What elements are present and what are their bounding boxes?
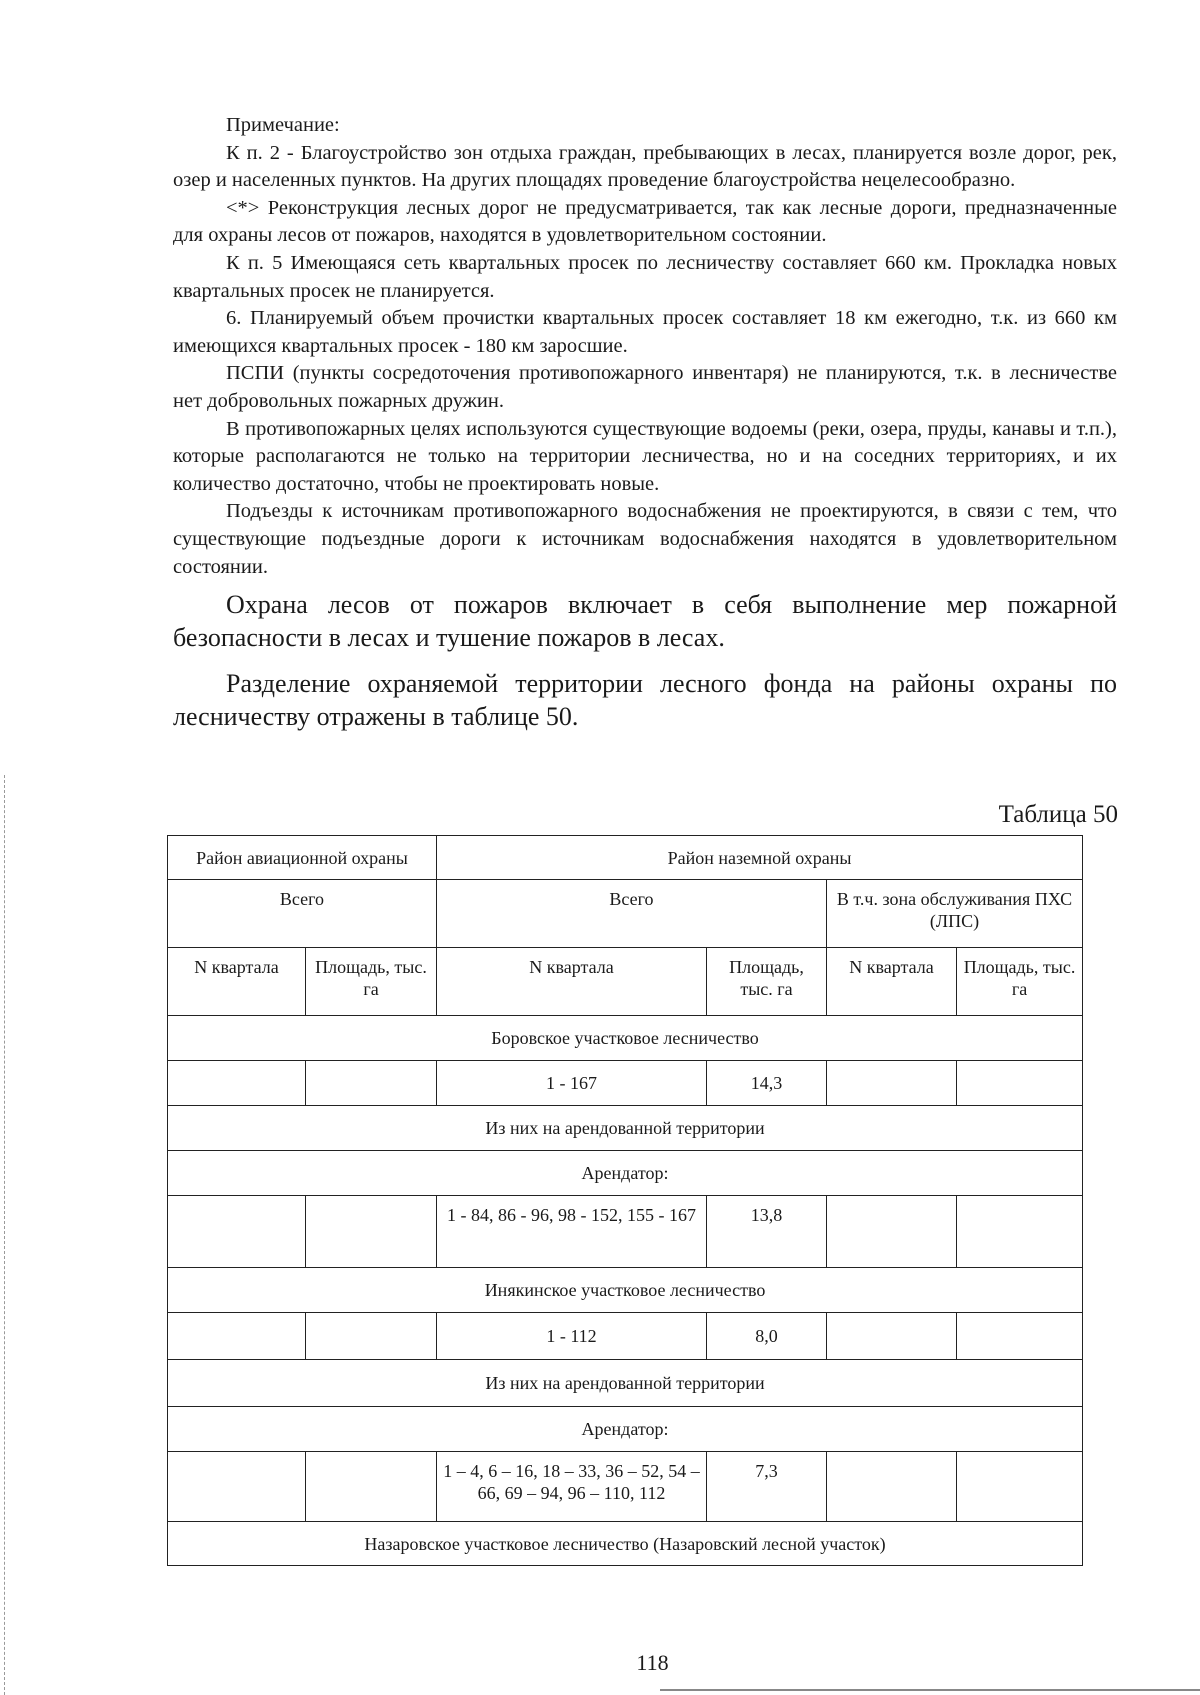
table-section-row	[168, 1016, 1083, 1061]
notes-section	[173, 112, 1117, 733]
table-row	[168, 1196, 1083, 1268]
section-title: Назаровское участковое лесничество (Назаровский лесной участок)	[168, 1522, 1083, 1566]
table-section-row	[168, 1106, 1083, 1151]
note-paragraph: К п. 2 - Благоустройство зон отдыха граждан, пребывающих в лесах, планируется возле дорог, рек, озер и населенных пунктов. На других площадях проведение благоустройства нецелесообразно.	[173, 141, 1117, 192]
header-n-kvartala: N квартала	[827, 948, 957, 1016]
header-area: Площадь, тыс. га	[957, 948, 1083, 1016]
table-row	[168, 1452, 1083, 1522]
kvartal-cell: 1 - 84, 86 - 96, 98 - 152, 155 - 167	[437, 1196, 707, 1268]
table-section-row	[168, 1360, 1083, 1407]
table-row	[168, 1313, 1083, 1360]
table-header-row	[168, 836, 1083, 880]
scan-edge-line	[4, 775, 6, 1695]
table-cell	[168, 1452, 306, 1522]
page-number: 118	[636, 1650, 669, 1675]
table-section-row	[168, 1151, 1083, 1196]
table-cell	[168, 1196, 306, 1268]
section-title: Арендатор:	[168, 1407, 1083, 1452]
table-section-row	[168, 1522, 1083, 1566]
table-cell	[957, 1061, 1083, 1106]
header-area: Площадь, тыс. га	[306, 948, 437, 1016]
header-total-ground: Всего	[437, 880, 827, 948]
section-title: Из них на арендованной территории	[168, 1360, 1083, 1407]
table-caption: Таблица 50	[998, 801, 1118, 828]
main-paragraph: Разделение охраняемой территории лесного фонда на районы охраны по лесничеству отражены в таблице 50.	[173, 669, 1117, 732]
section-title: Инякинское участковое лесничество	[168, 1268, 1083, 1313]
note-paragraph: В противопожарных целях используются существующие водоемы (реки, озера, пруды, канавы и т.п.), которые располагаются не только на территории лесничества, но и на соседних территориях, и их количество достаточно, чтобы не проектировать новые.	[173, 417, 1117, 495]
protection-zones-table	[167, 835, 1083, 1566]
header-n-kvartala: N квартала	[437, 948, 707, 1016]
table-header-row	[168, 948, 1083, 1016]
table-section-row	[168, 1268, 1083, 1313]
kvartal-cell: 1 – 4, 6 – 16, 18 – 33, 36 – 52, 54 – 66, 69 – 94, 96 – 110, 112	[437, 1452, 707, 1522]
kvartal-cell: 1 - 112	[437, 1313, 707, 1360]
table-cell	[306, 1061, 437, 1106]
header-ground-zone: Район наземной охраны	[437, 836, 1083, 880]
main-paragraph: Охрана лесов от пожаров включает в себя выполнение мер пожарной безопасности в лесах и тушение пожаров в лесах.	[173, 590, 1117, 653]
note-paragraph: <*> Реконструкция лесных дорог не предусматривается, так как лесные дороги, предназначенные для охраны лесов от пожаров, находятся в удовлетворительном состоянии.	[173, 196, 1117, 247]
section-title: Из них на арендованной территории	[168, 1106, 1083, 1151]
section-title: Арендатор:	[168, 1151, 1083, 1196]
note-paragraph: 6. Планируемый объем прочистки квартальных просек составляет 18 км ежегодно, т.к. из 660 км имеющихся квартальных просек - 180 км заросшие.	[173, 307, 1117, 357]
notes-heading: Примечание:	[226, 114, 340, 136]
area-cell: 14,3	[707, 1061, 827, 1106]
area-cell: 7,3	[707, 1452, 827, 1522]
header-n-kvartala: N квартала	[168, 948, 306, 1016]
area-cell: 13,8	[707, 1196, 827, 1268]
header-aviation-zone: Район авиационной охраны	[168, 836, 437, 880]
table-cell	[827, 1196, 957, 1268]
table-cell	[306, 1196, 437, 1268]
scan-edge-line	[660, 1689, 1200, 1692]
note-paragraph: Подъезды к источникам противопожарного водоснабжения не проектируются, в связи с тем, что существующие подъездные дороги к источникам водоснабжения находятся в удовлетворительном состоянии.	[173, 500, 1117, 578]
table-cell	[827, 1061, 957, 1106]
table-cell	[957, 1196, 1083, 1268]
table-cell	[306, 1313, 437, 1360]
note-paragraph: ПСПИ (пункты сосредоточения противопожарного инвентаря) не планируются, т.к. в лесничестве нет добровольных пожарных дружин.	[173, 362, 1117, 412]
table-cell	[957, 1313, 1083, 1360]
header-total-aviation: Всего	[168, 880, 437, 948]
table-row	[168, 1061, 1083, 1106]
header-service-zone: В т.ч. зона обслуживания ПХС (ЛПС)	[827, 880, 1083, 948]
area-cell: 8,0	[707, 1313, 827, 1360]
table-cell	[168, 1313, 306, 1360]
table-cell	[827, 1313, 957, 1360]
table-cell	[827, 1452, 957, 1522]
header-area: Площадь, тыс. га	[707, 948, 827, 1016]
table-header-row	[168, 880, 1083, 948]
table-cell	[957, 1452, 1083, 1522]
kvartal-cell: 1 - 167	[437, 1061, 707, 1106]
section-title: Боровское участковое лесничество	[168, 1016, 1083, 1061]
note-paragraph: К п. 5 Имеющаяся сеть квартальных просек по лесничеству составляет 660 км. Прокладка новых квартальных просек не планируется.	[173, 251, 1117, 302]
table-cell	[306, 1452, 437, 1522]
table-section-row	[168, 1407, 1083, 1452]
table-cell	[168, 1061, 306, 1106]
